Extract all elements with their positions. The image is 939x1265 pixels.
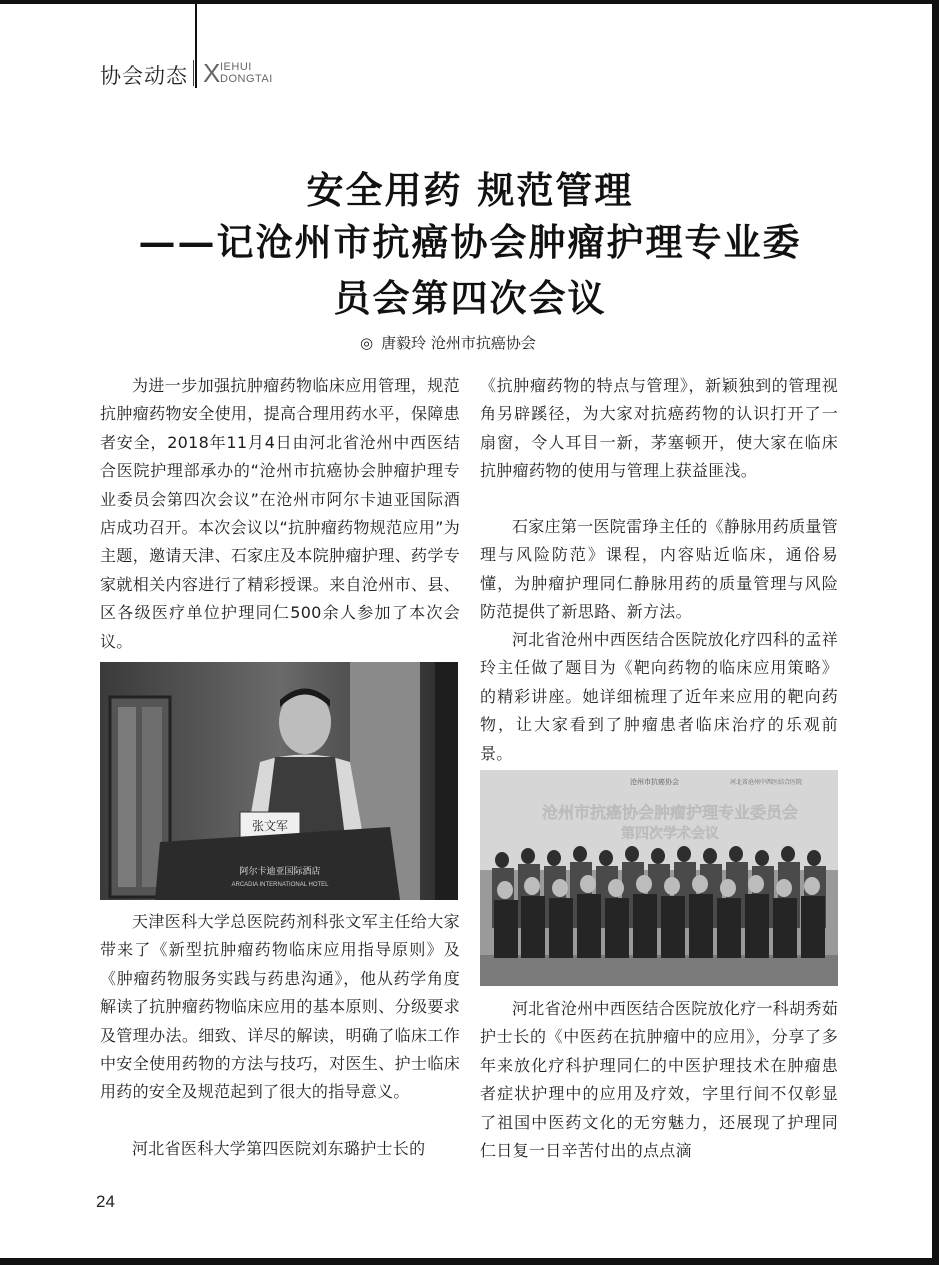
- banner-logo-left: 沧州市抗癌协会: [630, 778, 679, 786]
- byline: [360, 332, 536, 353]
- left-paragraph-1: 为进一步加强抗肿瘤药物临床应用管理，规范抗肿瘤药物安全使用，提高合理用药水平，保障患者安全，2018年11月4日由河北省沧州中西医结合医院护理部承办的“沧州市抗癌协会肿瘤护理专业委员会第四次会议”在沧州市阿尔卡迪亚国际酒店成功召开。本次会议以“抗肿瘤药物规范应用”为主题，邀请天津、石家庄及本院肿瘤护理、药学专家就相关内容进行了精彩授课。来自沧州市、县、区各级医疗单位护理同仁500余人参加了本次会议。: [100, 376, 460, 651]
- article-title-line2: ——记沧州市抗癌协会肿瘤护理专业委: [138, 220, 802, 264]
- banner-title: 沧州市抗癌协会肿瘤护理专业委员会: [541, 803, 799, 822]
- page-frame-bottom: [0, 1258, 939, 1265]
- article-title-line1: 安全用药 规范管理: [306, 168, 634, 212]
- speaker-nameplate: 张文军: [251, 819, 289, 833]
- left-paragraph-2: 天津医科大学总医院药剂科张文军主任给大家带来了《新型抗肿瘤药物临床应用指导原则》及《肿瘤药物服务实践与药患沟通》，他从药学角度解读了抗肿瘤药物临床应用的基本原则、分级要求及管理办法。细致、详尽的解读，明确了临床工作中安全使用药物的方法与技巧，对医生、护士临床用药的安全及规范起到了很大的指导意义。: [100, 912, 460, 1102]
- left-paragraph-3: 河北省医科大学第四医院刘东璐护士长的: [132, 1139, 426, 1158]
- article-title-line3: 员会第四次会议: [333, 276, 607, 320]
- podium-hotel-name-en: ARCADIA INTERNATIONAL HOTEL: [231, 882, 329, 888]
- section-label-en-line2: DONGTAI: [220, 73, 273, 85]
- page-frame-right: [932, 0, 939, 1265]
- right-paragraph-3: 河北省沧州中西医结合医院放化疗四科的孟祥玲主任做了题目为《靶向药物的临床应用策略》的精彩讲座。她详细梳理了近年来应用的靶向药物，让大家看到了肿瘤患者临床治疗的乐观前景。: [480, 630, 839, 763]
- right-paragraph-2: 石家庄第一医院雷琤主任的《静脉用药质量管理与风险防范》课程，内容贴近临床，通俗易懂，为肿瘤护理同仁静脉用药的质量管理与风险防范提供了新思路、新方法。: [480, 517, 839, 622]
- group-photo: [480, 770, 838, 986]
- podium-hotel-name: 阿尔卡迪亚国际酒店: [239, 867, 321, 877]
- right-paragraph-1: 《抗肿瘤药物的特点与管理》，新颖独到的管理视角另辟蹊径，为大家对抗癌药物的认识打开了一扇窗，令人耳目一新，茅塞顿开，使大家在临床抗肿瘤药物的使用与管理上获益匪浅。: [480, 376, 838, 481]
- section-label-en-initial: X: [203, 58, 221, 88]
- page-number: 24: [96, 1192, 115, 1211]
- right-paragraph-4: 河北省沧州中西医结合医院放化疗一科胡秀茹护士长的《中医药在抗肿瘤中的应用》，分享了多年来放化疗科护理同仁的中医护理技术在肿瘤患者症状护理中的应用及疗效，字里行间不仅彰显了祖国中医药文化的无穷魅力，还展现了护理同仁日复一日辛苦付出的点点滴: [480, 999, 839, 1161]
- page-frame-top: [0, 0, 939, 4]
- header-divider-line: [195, 0, 197, 88]
- banner-subtitle: 第四次学术会议: [621, 826, 719, 842]
- section-label-en-line1: IEHUI: [220, 61, 252, 73]
- byline-mark: ◎: [360, 334, 374, 352]
- section-label: 协会动态: [100, 64, 188, 88]
- banner-logo-right: 河北省沧州中西医结合医院: [730, 779, 803, 786]
- byline-author: 唐毅玲 沧州市抗癌协会: [381, 334, 536, 352]
- section-separator: [193, 60, 194, 86]
- speaker-photo: [100, 662, 458, 900]
